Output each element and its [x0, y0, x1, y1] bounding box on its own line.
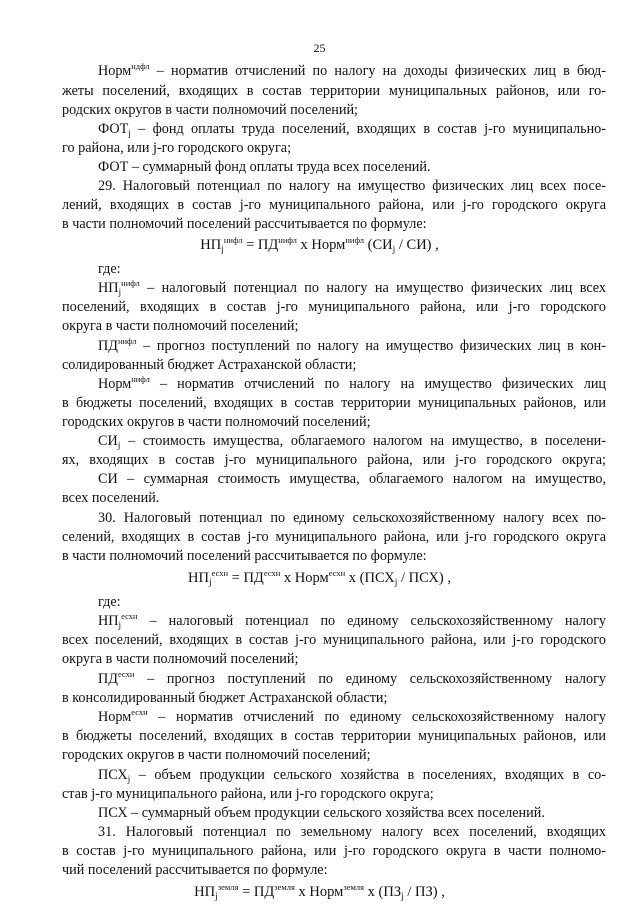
- formula-nifl: $НП_j^{нифл} = ПД^{нифл}$ х Норм$^{нифл}$ $(СИ_j / СИ)$ ,: [200, 235, 439, 255]
- text-line: где:: [98, 594, 121, 610]
- text-line: $ФОТ_j$ – фонд оплаты труда поселений, входящих в состав j-го муниципально-: [98, 121, 606, 139]
- text-line: селений, входящих в состав j-го муниципального района, или j-го городского округа: [62, 529, 606, 545]
- text-line: округа в части полномочий поселений;: [62, 651, 299, 667]
- term-label: $НП_j^{есхн}$: [98, 611, 138, 631]
- text-line: в состав j-го муниципального района, или j-го городского округа в части полномо-: [62, 843, 606, 859]
- text-line: всех поселений, входящих в состав j-го муниципального района, или j-го городского: [62, 632, 606, 648]
- text-line: в бюджеты поселений, входящих в состав территории муниципальных районов, или: [62, 728, 606, 744]
- term-label: $ПСХ_j$: [98, 767, 131, 785]
- text-line: ПСХ – суммарный объем продукции сельского хозяйства всех поселений.: [98, 805, 545, 821]
- text-line: $НП_j^{есхн}$ – налоговый потенциал по единому сельскохозяйственному налогу: [98, 611, 606, 631]
- text-line: солидированный бюджет Астраханской области;: [62, 357, 357, 373]
- text-line: став j-го муниципального района, или j-го городского округа;: [62, 786, 434, 802]
- text-line: городских округов в части полномочий поселений;: [62, 747, 371, 763]
- text-line: в бюджеты поселений, входящих в состав территории муниципальных районов, или: [62, 395, 606, 411]
- text-line: $СИ_j$ – стоимость имущества, облагаемого налогом на имущество, в поселени-: [98, 433, 606, 451]
- term-label: $ФОТ_j$: [98, 121, 131, 139]
- term-label: $НП_j^{нифл}$: [98, 278, 140, 298]
- text-line: городских округов в части полномочий поселений;: [62, 414, 371, 430]
- page-number: 25: [313, 41, 326, 55]
- text-line: в части полномочий поселений рассчитывается по формуле:: [62, 216, 427, 232]
- text-line: $НП_j^{нифл}$ – налоговый потенциал по налогу на имущество физических лиц всех: [98, 278, 606, 298]
- text-line: ФОТ – суммарный фонд оплаты труда всех поселений.: [98, 159, 431, 175]
- text-line: го района, или j-го городского округа;: [62, 140, 292, 156]
- text-line: Норм$^{есхн}$ – норматив отчислений по единому сельскохозяйственному налогу: [98, 707, 606, 725]
- text-line: поселений, входящих в состав j-го муниципального района, или j-го городского: [62, 299, 606, 315]
- text-line: $ПСХ_j$ – объем продукции сельского хозяйства в поселениях, входящих в со-: [98, 767, 606, 785]
- text-line: лений, входящих в состав j-го муниципального района, или j-го городского округа: [62, 197, 606, 213]
- text-line: $ПД^{нифл}$ – прогноз поступлений по налогу на имущество физических лиц в кон-: [98, 336, 606, 354]
- text-line: жеты поселений, входящих в состав территории муниципальных районов, или го-: [62, 83, 606, 99]
- text-line: Норм$^{нифл}$ – норматив отчислений по налогу на имущество физических лиц: [98, 374, 606, 392]
- text-line: всех поселений.: [62, 490, 160, 506]
- term-label: Норм$^{есхн}$: [98, 707, 148, 725]
- term-label: $СИ_j$: [98, 433, 121, 451]
- term-label: $ПД^{есхн}$: [98, 669, 135, 687]
- text-line: Норм$^{ндфл}$ – норматив отчислений по налогу на доходы физических лиц в бюд-: [98, 61, 606, 79]
- text-line: $ПД^{есхн}$ – прогноз поступлений по единому сельскохозяйственному налогу: [98, 669, 606, 687]
- text-line: родских округов в части полномочий поселений;: [62, 102, 358, 118]
- text-line: в консолидированный бюджет Астраханской области;: [62, 690, 388, 706]
- text-line: 30. Налоговый потенциал по единому сельскохозяйственному налогу всех по-: [98, 510, 606, 526]
- text-line: СИ – суммарная стоимость имущества, облагаемого налогом на имущество,: [98, 471, 606, 487]
- term-label: Норм$^{ндфл}$: [98, 61, 150, 79]
- text-line: чий поселений рассчитывается по формуле:: [62, 862, 328, 878]
- formula-eshn: $НП_j^{есхн} = ПД^{есхн}$ х Норм$^{есхн}$ х $(ПСХ_j / ПСХ)$ ,: [187, 568, 451, 588]
- text-line: ях, входящих в состав j-го муниципального района, или j-го городского округа;: [62, 452, 606, 468]
- formula-zemlya: $НП_j^{земля} = ПД^{земля}$ х Норм$^{земля}$ х $(ПЗ_j / ПЗ)$ ,: [194, 882, 445, 902]
- term-label: Норм$^{нифл}$: [98, 374, 150, 392]
- term-label: $ПД^{нифл}$: [98, 336, 137, 354]
- text-line: 31. Налоговый потенциал по земельному налогу всех поселений, входящих: [98, 824, 606, 840]
- text-line: 29. Налоговый потенциал по налогу на имущество физических лиц всех посе-: [98, 178, 606, 194]
- text-line: в части полномочий поселений рассчитывается по формуле:: [62, 548, 427, 564]
- text-line: где:: [98, 261, 121, 277]
- text-line: округа в части полномочий поселений;: [62, 318, 299, 334]
